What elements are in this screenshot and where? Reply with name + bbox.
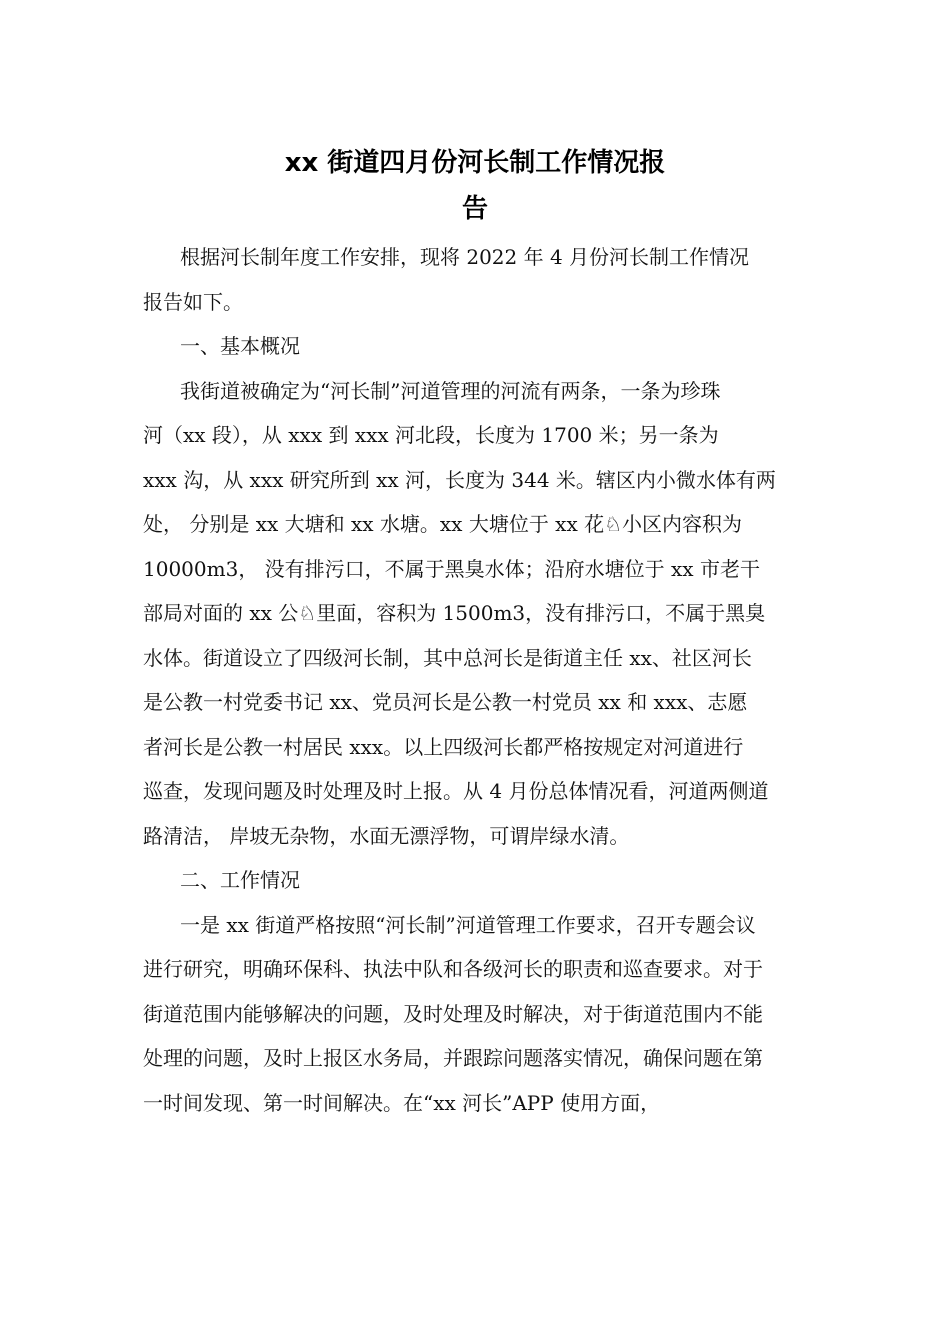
body-line-19: 处理的问题，及时上报区水务局，并跟踪问题落实情况，确保问题在第 bbox=[143, 1046, 763, 1070]
body-line-20: 一时间发现、第一时间解决。在“xx 河长”APP 使用方面， bbox=[143, 1090, 661, 1115]
body-line-5: 河（xx 段），从 xxx 到 xxx 河北段，长度为 1700 米；另一条为 bbox=[143, 423, 719, 447]
body-line-17: 进行研究，明确环保科、执法中队和各级河长的职责和巡查要求。对于 bbox=[143, 957, 763, 981]
document-title-line-1: xx 街道四月份河长制工作情况报 bbox=[284, 148, 666, 178]
body-line-14: 路清洁， 岸坡无杂物，水面无漂浮物，可谓岸绿水清。 bbox=[143, 823, 630, 848]
body-line-13: 巡查，发现问题及时处理及时上报。从 4 月份总体情况看，河道两侧道 bbox=[143, 779, 769, 803]
body-line-2: 报告如下。 bbox=[143, 289, 243, 314]
section-heading-basic-overview: 一、基本概况 bbox=[180, 334, 300, 358]
document-body bbox=[143, 235, 823, 1125]
body-line-18: 街道范围内能够解决的问题，及时处理及时解决，对于街道范围内不能 bbox=[143, 1001, 763, 1026]
body-line-1: 根据河长制年度工作安排，现将 2022 年 4 月份河长制工作情况 bbox=[180, 245, 750, 269]
section-heading-work-status: 二、工作情况 bbox=[180, 868, 300, 892]
body-line-6: xxx 沟，从 xxx 研究所到 xx 河，长度为 344 米。辖区内小微水体有两 bbox=[143, 467, 776, 492]
body-line-4: 我街道被确定为“河长制”河道管理的河流有两条，一条为珍珠 bbox=[180, 378, 721, 403]
body-line-10: 水体。街道设立了四级河长制，其中总河长是街道主任 xx、社区河长 bbox=[143, 645, 752, 670]
body-line-12: 者河长是公教一村居民 xxx。以上四级河长都严格按规定对河道进行 bbox=[143, 734, 744, 759]
body-line-7: 处， 分别是 xx 大塘和 xx 水塘。xx 大塘位于 xx 花♘小区内容积为 bbox=[143, 512, 743, 536]
body-line-8: 10000m3， 没有排污口，不属于黑臭水体；沿府水塘位于 xx 市老干 bbox=[143, 556, 760, 581]
body-line-9: 部局对面的 xx 公♘里面，容积为 1500m3，没有排污口，不属于黑臭 bbox=[143, 601, 766, 625]
document-title-line-2: 告 bbox=[461, 194, 488, 224]
body-line-16: 一是 xx 街道严格按照“河长制”河道管理工作要求，召开专题会议 bbox=[180, 912, 756, 937]
body-line-11: 是公教一村党委书记 xx、党员河长是公教一村党员 xx 和 xxx、志愿 bbox=[143, 690, 748, 714]
